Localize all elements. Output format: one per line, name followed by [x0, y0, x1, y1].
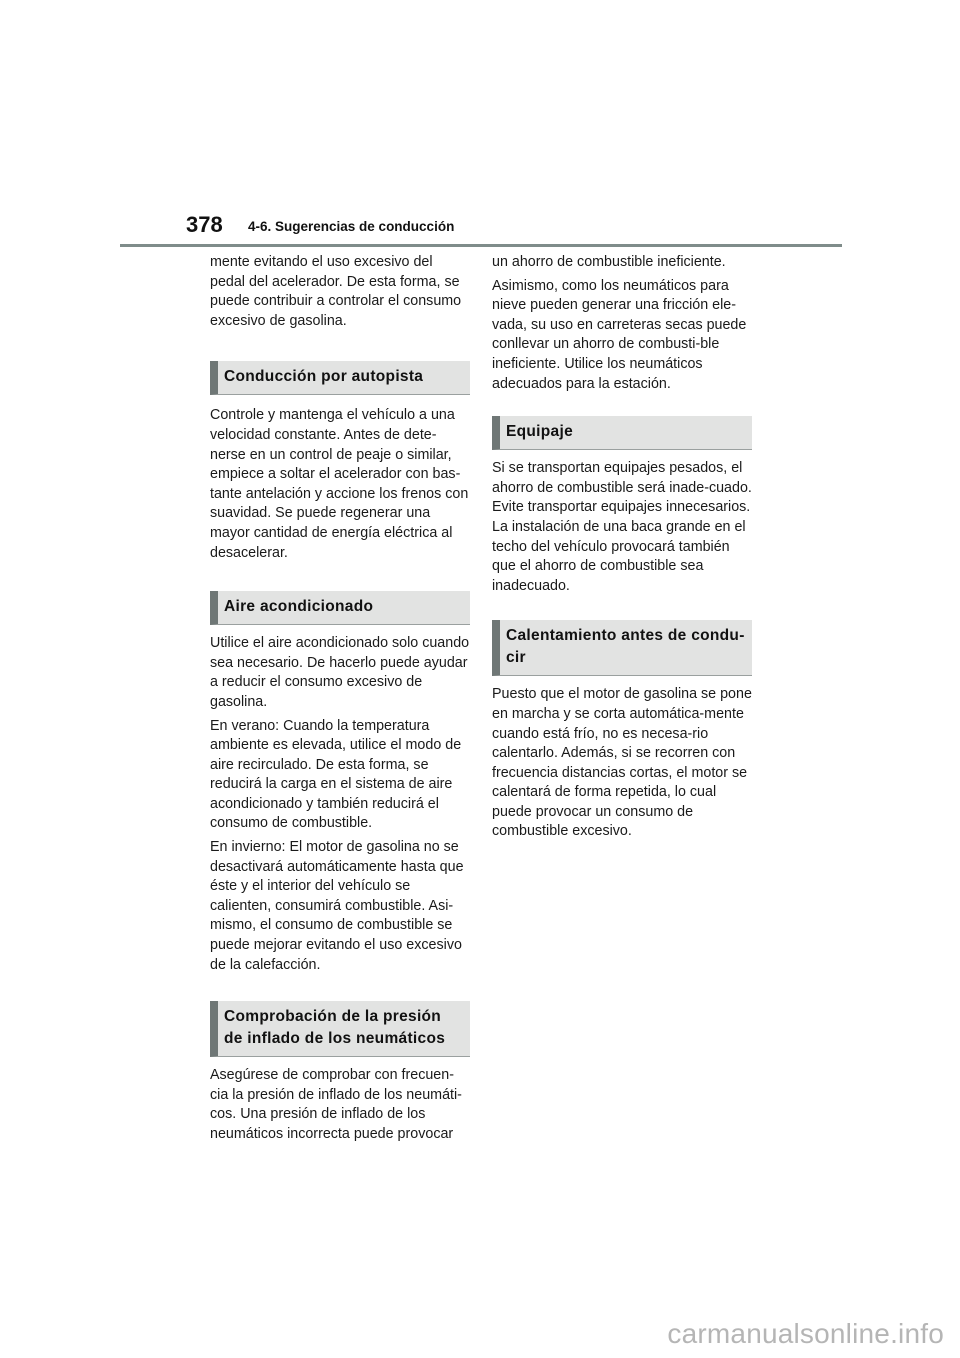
page-number: 378	[186, 212, 223, 237]
highway-paragraph: Controle y mantenga el vehículo a una velocidad constante. Antes de dete-nerse en un control de peaje o similar, empiece a soltar el acelerador con bas-tante antelación y accione los frenos con suavidad. Se puede regenerar una mayor cantidad de energía eléctrica al desacelerar.	[210, 407, 469, 561]
heading-luggage: Equipaje	[492, 416, 752, 450]
right-column	[492, 253, 752, 846]
ac-paragraph-3: En invierno: El motor de gasolina no se desactivará automáticamente hasta que éste y el interior del vehículo se calienten, consumirá combustible. Asi-mismo, el consumo de combustible se puede mejorar evitando el uso excesivo de la calefacción.	[210, 839, 464, 973]
header-divider	[120, 244, 842, 247]
ac-paragraph-2: En verano: Cuando la temperatura ambiente es elevada, utilice el modo de aire recirculado. De esta forma, se reducirá la carga en el sistema de aire acondicionado y también reducirá el consumo de combustible.	[210, 717, 462, 832]
section-title: 4-6. Sugerencias de conducción	[248, 219, 455, 234]
tire-continued-paragraph: un ahorro de combustible ineficiente.	[492, 254, 726, 270]
tire-paragraph: Asegúrese de comprobar con frecuen-cia la presión de inflado de los neumáti-cos. Una presión de inflado de los neumáticos incorrecta puede provocar	[210, 1067, 462, 1142]
snow-tire-paragraph: Asimismo, como los neumáticos para nieve pueden generar una fricción ele-vada, su uso en carreteras secas puede conllevar un ahorro de combusti-ble ineficiente. Utilice los neumáticos adecuados para la estación.	[492, 277, 747, 392]
heading-highway: Conducción por autopista	[210, 361, 470, 395]
heading-warmup: Calentamiento antes de condu-cir	[492, 620, 752, 676]
luggage-paragraph: Si se transportan equipajes pesados, el ahorro de combustible será inade-cuado. Evite transportar equipajes innecesarios. La instalación de una baca grande en el techo del vehículo provocará también que el ahorro de combustible sea inadecuado.	[492, 460, 752, 594]
intro-paragraph: mente evitando el uso excesivo del pedal del acelerador. De esta forma, se puede contribuir a controlar el consumo excesivo de gasolina.	[210, 254, 462, 329]
watermark: carmanualsonline.info	[667, 1318, 944, 1349]
warmup-paragraph: Puesto que el motor de gasolina se pone en marcha y se corta automática-mente cuando está frío, no es necesa-rio calentarlo. Además, si se recorren con frecuencia distancias cortas, el motor se calentará de forma repetida, lo cual puede provocar un consumo de combustible excesivo.	[492, 686, 752, 840]
heading-air-conditioning: Aire acondicionado	[210, 591, 470, 625]
left-column	[210, 253, 470, 1149]
heading-tire-pressure: Comprobación de la presión de inflado de los neumáticos	[210, 1001, 470, 1057]
ac-paragraph-1: Utilice el aire acondicionado solo cuando sea necesario. De hacerlo puede ayudar a reducir el consumo excesivo de gasolina.	[210, 635, 470, 710]
